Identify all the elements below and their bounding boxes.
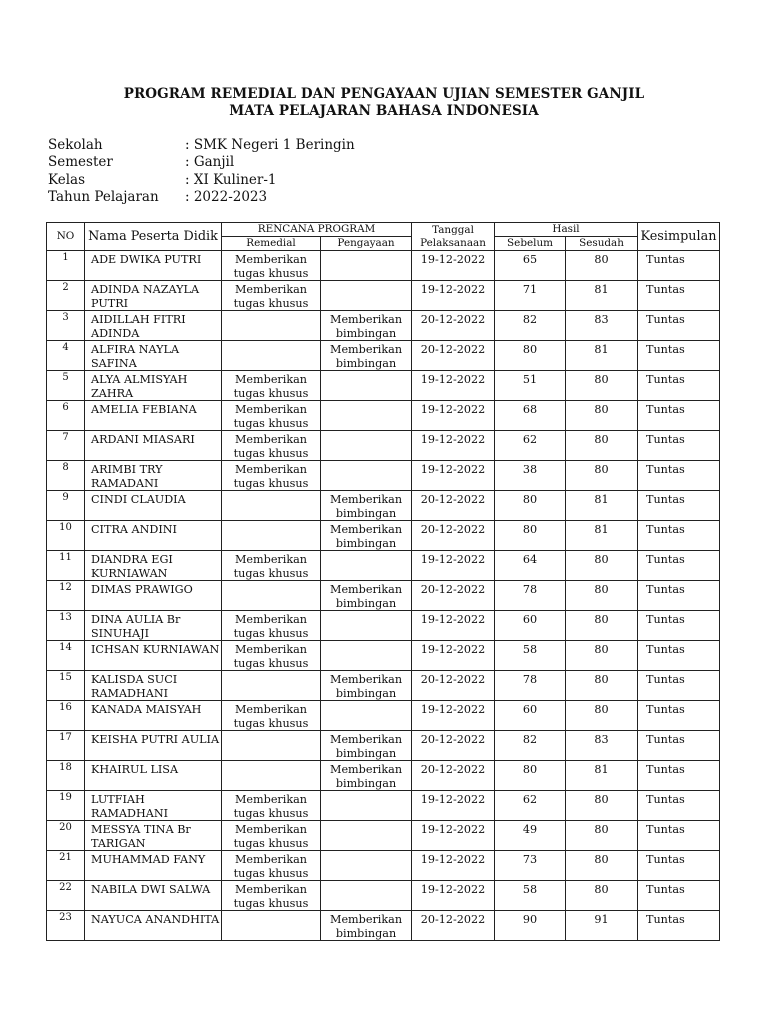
row-number: 8	[47, 461, 85, 491]
pengayaan-cell: Memberikan bimbingan	[321, 671, 412, 701]
remedial-cell	[222, 761, 321, 791]
pengayaan-cell	[321, 281, 412, 311]
remedial-cell: Memberikan tugas khusus	[222, 251, 321, 281]
tanggal-cell: 20-12-2022	[412, 491, 495, 521]
row-number: 7	[47, 431, 85, 461]
table-row	[47, 821, 720, 851]
row-number: 14	[47, 641, 85, 671]
kesimpulan-cell: Tuntas	[638, 641, 720, 671]
table-row	[47, 641, 720, 671]
row-number: 13	[47, 611, 85, 641]
header-tanggal	[412, 223, 495, 251]
pengayaan-cell: Memberikan bimbingan	[321, 521, 412, 551]
pengayaan-cell: Memberikan bimbingan	[321, 731, 412, 761]
pengayaan-cell: Memberikan bimbingan	[321, 341, 412, 371]
remedial-cell: Memberikan tugas khusus	[222, 821, 321, 851]
row-number: 19	[47, 791, 85, 821]
meta-row-sekolah	[48, 137, 355, 154]
student-name: ADE DWIKA PUTRI	[85, 251, 222, 281]
pengayaan-cell: Memberikan bimbingan	[321, 581, 412, 611]
nilai-sesudah: 80	[566, 611, 638, 641]
pengayaan-cell	[321, 791, 412, 821]
tanggal-cell: 19-12-2022	[412, 551, 495, 581]
nilai-sebelum: 90	[495, 911, 566, 941]
table-row	[47, 461, 720, 491]
header-nama: Nama Peserta Didik	[85, 223, 222, 251]
table-row	[47, 281, 720, 311]
table-row	[47, 431, 720, 461]
tanggal-cell: 19-12-2022	[412, 281, 495, 311]
nilai-sebelum: 68	[495, 401, 566, 431]
table-row	[47, 341, 720, 371]
row-number: 18	[47, 761, 85, 791]
tanggal-cell: 19-12-2022	[412, 461, 495, 491]
nilai-sesudah: 80	[566, 461, 638, 491]
student-name: KEISHA PUTRI AULIA	[85, 731, 222, 761]
nilai-sesudah: 80	[566, 821, 638, 851]
nilai-sesudah: 80	[566, 671, 638, 701]
meta-label: Semester	[48, 154, 113, 171]
student-name: NABILA DWI SALWA	[85, 881, 222, 911]
kesimpulan-cell: Tuntas	[638, 581, 720, 611]
row-number: 16	[47, 701, 85, 731]
student-name: AMELIA FEBIANA	[85, 401, 222, 431]
student-name: ADINDA NAZAYLA PUTRI	[85, 281, 222, 311]
nilai-sebelum: 64	[495, 551, 566, 581]
nilai-sesudah: 80	[566, 401, 638, 431]
nilai-sebelum: 38	[495, 461, 566, 491]
nilai-sesudah: 83	[566, 311, 638, 341]
row-number: 15	[47, 671, 85, 701]
kesimpulan-cell: Tuntas	[638, 371, 720, 401]
student-name: ARIMBI TRY RAMADANI	[85, 461, 222, 491]
nilai-sebelum: 80	[495, 761, 566, 791]
kesimpulan-cell: Tuntas	[638, 701, 720, 731]
table-row	[47, 491, 720, 521]
student-name: ALYA ALMISYAH ZAHRA	[85, 371, 222, 401]
nilai-sebelum: 62	[495, 791, 566, 821]
meta-label: Tahun Pelajaran	[48, 188, 159, 205]
document-title: PROGRAM REMEDIAL DAN PENGAYAAN UJIAN SEMESTER GANJIL	[123, 86, 645, 102]
remedial-cell: Memberikan tugas khusus	[222, 401, 321, 431]
row-number: 3	[47, 311, 85, 341]
table-row	[47, 731, 720, 761]
remedial-cell	[222, 341, 321, 371]
student-name: ARDANI MIASARI	[85, 431, 222, 461]
row-number: 4	[47, 341, 85, 371]
pengayaan-cell	[321, 851, 412, 881]
header-sebelum: Sebelum	[495, 237, 566, 251]
meta-row-tahun	[48, 189, 355, 206]
tanggal-cell: 19-12-2022	[412, 251, 495, 281]
row-number: 23	[47, 911, 85, 941]
nilai-sebelum: 82	[495, 311, 566, 341]
header-pengayaan: Pengayaan	[321, 237, 412, 251]
pengayaan-cell: Memberikan bimbingan	[321, 491, 412, 521]
nilai-sesudah: 80	[566, 851, 638, 881]
document-subtitle: MATA PELAJARAN BAHASA INDONESIA	[229, 103, 539, 119]
pengayaan-cell	[321, 431, 412, 461]
pengayaan-cell	[321, 401, 412, 431]
tanggal-cell: 19-12-2022	[412, 791, 495, 821]
pengayaan-cell	[321, 611, 412, 641]
kesimpulan-cell: Tuntas	[638, 521, 720, 551]
meta-info	[48, 137, 355, 206]
nilai-sebelum: 80	[495, 341, 566, 371]
header-no: NO	[47, 223, 85, 251]
pengayaan-cell: Memberikan bimbingan	[321, 761, 412, 791]
nilai-sebelum: 82	[495, 731, 566, 761]
pengayaan-cell	[321, 881, 412, 911]
nilai-sesudah: 81	[566, 491, 638, 521]
pengayaan-cell	[321, 641, 412, 671]
nilai-sesudah: 81	[566, 281, 638, 311]
remedial-cell: Memberikan tugas khusus	[222, 431, 321, 461]
meta-label: Sekolah	[48, 137, 103, 153]
row-number: 1	[47, 251, 85, 281]
pengayaan-cell	[321, 371, 412, 401]
student-name: CITRA ANDINI	[85, 521, 222, 551]
remedial-cell	[222, 581, 321, 611]
kesimpulan-cell: Tuntas	[638, 281, 720, 311]
nilai-sesudah: 80	[566, 581, 638, 611]
pengayaan-cell	[321, 551, 412, 581]
table-row	[47, 521, 720, 551]
kesimpulan-cell: Tuntas	[638, 311, 720, 341]
nilai-sesudah: 80	[566, 701, 638, 731]
student-name: LUTFIAH RAMADHANI	[85, 791, 222, 821]
kesimpulan-cell: Tuntas	[638, 461, 720, 491]
header-sesudah: Sesudah	[566, 237, 638, 251]
student-name: MESSYA TINA Br TARIGAN	[85, 821, 222, 851]
kesimpulan-cell: Tuntas	[638, 911, 720, 941]
nilai-sesudah: 80	[566, 791, 638, 821]
tanggal-cell: 19-12-2022	[412, 701, 495, 731]
nilai-sebelum: 58	[495, 881, 566, 911]
kesimpulan-cell: Tuntas	[638, 431, 720, 461]
nilai-sebelum: 60	[495, 701, 566, 731]
nilai-sebelum: 62	[495, 431, 566, 461]
meta-value: : XI Kuliner-1	[185, 171, 277, 188]
meta-row-kelas	[48, 172, 355, 189]
student-name: KHAIRUL LISA	[85, 761, 222, 791]
table-row	[47, 371, 720, 401]
nilai-sebelum: 58	[495, 641, 566, 671]
table-row	[47, 311, 720, 341]
kesimpulan-cell: Tuntas	[638, 251, 720, 281]
remedial-cell: Memberikan tugas khusus	[222, 461, 321, 491]
pengayaan-cell	[321, 251, 412, 281]
student-name: KANADA MAISYAH	[85, 701, 222, 731]
remedial-cell	[222, 311, 321, 341]
student-name: DIANDRA EGI KURNIAWAN	[85, 551, 222, 581]
nilai-sesudah: 80	[566, 251, 638, 281]
table-row	[47, 401, 720, 431]
tanggal-cell: 19-12-2022	[412, 611, 495, 641]
kesimpulan-cell: Tuntas	[638, 611, 720, 641]
meta-label: Kelas	[48, 171, 86, 188]
remedial-cell	[222, 911, 321, 941]
tanggal-cell: 20-12-2022	[412, 731, 495, 761]
nilai-sesudah: 80	[566, 551, 638, 581]
kesimpulan-cell: Tuntas	[638, 491, 720, 521]
remedial-cell: Memberikan tugas khusus	[222, 551, 321, 581]
remedial-cell: Memberikan tugas khusus	[222, 281, 321, 311]
tanggal-cell: 20-12-2022	[412, 341, 495, 371]
tanggal-cell: 19-12-2022	[412, 881, 495, 911]
student-name: NAYUCA ANANDHITA	[85, 911, 222, 941]
kesimpulan-cell: Tuntas	[638, 761, 720, 791]
tanggal-cell: 20-12-2022	[412, 311, 495, 341]
header-rencana-program: RENCANA PROGRAM	[222, 223, 412, 237]
pengayaan-cell	[321, 821, 412, 851]
kesimpulan-cell: Tuntas	[638, 851, 720, 881]
header-tanggal-line1: Tanggal	[432, 223, 474, 236]
table-row	[47, 791, 720, 821]
remedial-cell	[222, 731, 321, 761]
table-row	[47, 551, 720, 581]
meta-value: : Ganjil	[185, 154, 235, 171]
row-number: 9	[47, 491, 85, 521]
tanggal-cell: 19-12-2022	[412, 431, 495, 461]
tanggal-cell: 20-12-2022	[412, 521, 495, 551]
nilai-sebelum: 71	[495, 281, 566, 311]
header-remedial: Remedial	[222, 237, 321, 251]
table-row	[47, 911, 720, 941]
kesimpulan-cell: Tuntas	[638, 551, 720, 581]
remedial-cell: Memberikan tugas khusus	[222, 611, 321, 641]
table-body	[47, 251, 720, 941]
student-name: ALFIRA NAYLA SAFINA	[85, 341, 222, 371]
nilai-sebelum: 80	[495, 521, 566, 551]
nilai-sebelum: 60	[495, 611, 566, 641]
nilai-sebelum: 73	[495, 851, 566, 881]
student-name: DINA AULIA Br SINUHAJI	[85, 611, 222, 641]
pengayaan-cell: Memberikan bimbingan	[321, 911, 412, 941]
kesimpulan-cell: Tuntas	[638, 821, 720, 851]
remedial-cell: Memberikan tugas khusus	[222, 791, 321, 821]
remedial-cell: Memberikan tugas khusus	[222, 371, 321, 401]
header-hasil: Hasil	[495, 223, 638, 237]
row-number: 12	[47, 581, 85, 611]
nilai-sebelum: 65	[495, 251, 566, 281]
kesimpulan-cell: Tuntas	[638, 881, 720, 911]
nilai-sebelum: 78	[495, 671, 566, 701]
row-number: 20	[47, 821, 85, 851]
pengayaan-cell	[321, 701, 412, 731]
tanggal-cell: 20-12-2022	[412, 911, 495, 941]
student-name: AIDILLAH FITRI ADINDA	[85, 311, 222, 341]
tanggal-cell: 19-12-2022	[412, 641, 495, 671]
nilai-sebelum: 51	[495, 371, 566, 401]
table-row	[47, 251, 720, 281]
header-tanggal-line2: Pelaksanaan	[420, 236, 486, 249]
tanggal-cell: 20-12-2022	[412, 581, 495, 611]
row-number: 6	[47, 401, 85, 431]
table-row	[47, 851, 720, 881]
kesimpulan-cell: Tuntas	[638, 731, 720, 761]
row-number: 10	[47, 521, 85, 551]
student-name: KALISDA SUCI RAMADHANI	[85, 671, 222, 701]
table-row	[47, 881, 720, 911]
tanggal-cell: 20-12-2022	[412, 761, 495, 791]
tanggal-cell: 19-12-2022	[412, 851, 495, 881]
tanggal-cell: 19-12-2022	[412, 371, 495, 401]
tanggal-cell: 19-12-2022	[412, 401, 495, 431]
nilai-sesudah: 80	[566, 881, 638, 911]
remedial-cell: Memberikan tugas khusus	[222, 851, 321, 881]
remedial-cell: Memberikan tugas khusus	[222, 701, 321, 731]
nilai-sesudah: 83	[566, 731, 638, 761]
meta-value: : SMK Negeri 1 Beringin	[185, 137, 355, 153]
row-number: 17	[47, 731, 85, 761]
table-row	[47, 761, 720, 791]
remedial-table	[46, 222, 720, 941]
header-kesimpulan: Kesimpulan	[638, 223, 720, 251]
student-name: DIMAS PRAWIGO	[85, 581, 222, 611]
nilai-sesudah: 80	[566, 431, 638, 461]
table-row	[47, 581, 720, 611]
table-row	[47, 701, 720, 731]
nilai-sebelum: 49	[495, 821, 566, 851]
remedial-cell	[222, 521, 321, 551]
nilai-sesudah: 80	[566, 371, 638, 401]
table-row	[47, 611, 720, 641]
row-number: 2	[47, 281, 85, 311]
row-number: 5	[47, 371, 85, 401]
tanggal-cell: 19-12-2022	[412, 821, 495, 851]
nilai-sesudah: 91	[566, 911, 638, 941]
meta-value: : 2022-2023	[185, 188, 268, 205]
student-name: CINDI CLAUDIA	[85, 491, 222, 521]
kesimpulan-cell: Tuntas	[638, 671, 720, 701]
table-row	[47, 671, 720, 701]
student-name: MUHAMMAD FANY	[85, 851, 222, 881]
tanggal-cell: 20-12-2022	[412, 671, 495, 701]
nilai-sesudah: 81	[566, 761, 638, 791]
kesimpulan-cell: Tuntas	[638, 401, 720, 431]
kesimpulan-cell: Tuntas	[638, 341, 720, 371]
remedial-cell: Memberikan tugas khusus	[222, 881, 321, 911]
nilai-sebelum: 80	[495, 491, 566, 521]
remedial-cell	[222, 671, 321, 701]
meta-row-semester	[48, 154, 355, 171]
kesimpulan-cell: Tuntas	[638, 791, 720, 821]
nilai-sebelum: 78	[495, 581, 566, 611]
pengayaan-cell: Memberikan bimbingan	[321, 311, 412, 341]
nilai-sesudah: 81	[566, 341, 638, 371]
remedial-cell: Memberikan tugas khusus	[222, 641, 321, 671]
row-number: 11	[47, 551, 85, 581]
nilai-sesudah: 80	[566, 641, 638, 671]
row-number: 22	[47, 881, 85, 911]
remedial-cell	[222, 491, 321, 521]
nilai-sesudah: 81	[566, 521, 638, 551]
student-name: ICHSAN KURNIAWAN	[85, 641, 222, 671]
pengayaan-cell	[321, 461, 412, 491]
row-number: 21	[47, 851, 85, 881]
